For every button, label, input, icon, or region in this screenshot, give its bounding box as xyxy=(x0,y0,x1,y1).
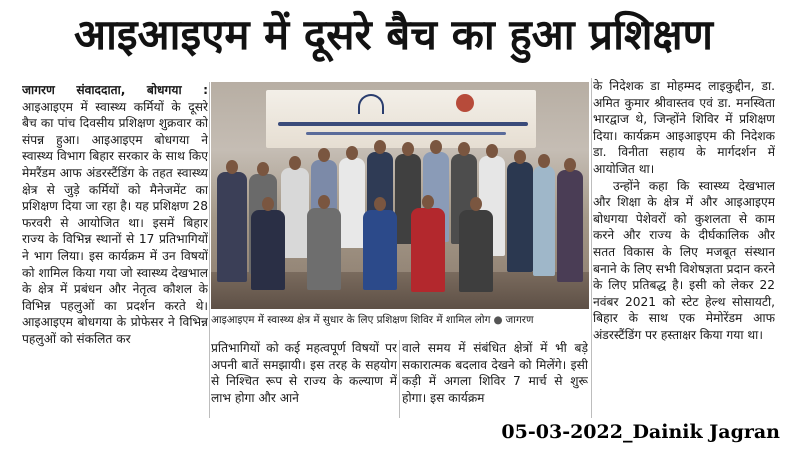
person-figure xyxy=(533,166,555,276)
photo-credit: जागरण xyxy=(505,314,534,326)
person-figure xyxy=(217,172,247,282)
article-column-1 xyxy=(22,82,208,417)
person-figure xyxy=(281,168,309,258)
person-figure xyxy=(557,170,583,282)
column-divider xyxy=(591,78,592,418)
institute-logo-icon xyxy=(358,94,384,114)
person-figure xyxy=(363,210,397,290)
photo-caption: आइआइएम में स्वास्थ्य क्षेत्र में सुधार के लिए प्रशिक्षण शिविर में शामिल लोग ● जागरण xyxy=(211,314,534,326)
article-text-col4-para2: उन्होंने कहा कि स्वास्थ्य देखभाल और शिक्षा के क्षेत्र में और आइआइएम बोधगया पेशेवरों को कुशलता से काम करने और राज्य के दीर्घकालिक और सतत विकास के लिए मजबूत संस्थान बनाने के लिए सभी विशेषज्ञता प्रदान करने के लिए प्रतिबद्ध है। इसी को लेकर 22 नवंबर 2021 को स्टेट हेल्थ सोसायटी, बिहार के साथ एक मेमोरेंडम आफ अंडरस्टैंडिंग पर हस्ताक्षर किया गया था। xyxy=(593,178,775,342)
article-column-4 xyxy=(593,78,775,414)
person-figure xyxy=(251,210,285,290)
article-text-col2: प्रतिभागियों को कई महत्वपूर्ण विषयों पर अपनी बातें समझायी। इस तरह के सहयोग से निश्चित रूप से राज्य के कल्याण में लाभ होगा और आने xyxy=(211,341,397,405)
headline: आइआइएम में दूसरे बैच का हुआ प्रशिक्षण xyxy=(74,10,713,59)
person-figure xyxy=(507,162,533,272)
person-figure xyxy=(307,208,341,290)
publication-date: 05-03-2022_Dainik Jagran xyxy=(501,421,780,443)
person-figure xyxy=(339,158,365,248)
person-figure xyxy=(459,210,493,292)
article-column-2 xyxy=(211,340,397,418)
article-column-3 xyxy=(402,340,588,418)
column-divider xyxy=(399,340,400,418)
article-text-col4-para1: के निदेशक डा मोहम्मद लाइकुद्दीन, डा. अमित कुमार श्रीवास्तव एवं डा. मनस्विता भारद्वाज थे, जिन्होंने शिविर में प्रशिक्षण दिया। कार्यक्रम आइआइएम की निदेशक डा. विनीता सहाय के मार्गदर्शन में आयोजित था। xyxy=(593,79,775,176)
group-photo xyxy=(211,82,589,309)
person-figure xyxy=(411,208,445,292)
byline: जागरण संवाददाता, बोधगया : xyxy=(22,83,208,97)
article-text-col1: आइआइएम में स्वास्थ्य कर्मियों के दूसरे बैच का पांच दिवसीय प्रशिक्षण शुक्रवार को संपन्न हुआ। आइआइएम बोधगया ने स्वास्थ्य विभाग बिहार सरकार के साथ किए मेमरैंडम आफ अंडरस्टैंडिंग के तहत स्वास्थ्य क्षेत्र से जुड़े कर्मियों को मैनेजमेंट का प्रशिक्षण दिया जा रहा है। यह प्रशिक्षण 28 फरवरी से आयोजित था। इसमें बिहार राज्य के विभिन्न स्थानों से 17 प्रतिभागियों ने भाग लिया। इस कार्यक्रम में उन विषयों को शामिल किया गया जो स्वास्थ्य देखभाल के क्षेत्र में प्रबंधन और नेतृत्व कौशल के विभिन्न पहलुओं का प्रदर्शन करते थे। आइआइएम बोधगया के प्रोफेसर ने विभिन्न पहलुओं को संकलित कर xyxy=(22,99,208,346)
government-seal-icon xyxy=(456,94,474,112)
article-text-col3: वाले समय में संबंधित क्षेत्रों में भी बड़े सकारात्मक बदलाव देखने को मिलेंगे। इसी कड़ी में अगला शिविर 7 मार्च से शुरू होगा। इस कार्यक्रम xyxy=(402,341,588,405)
column-divider xyxy=(209,82,210,418)
caption-text: आइआइएम में स्वास्थ्य क्षेत्र में सुधार के लिए प्रशिक्षण शिविर में शामिल लोग xyxy=(211,314,491,326)
event-banner xyxy=(266,90,536,148)
